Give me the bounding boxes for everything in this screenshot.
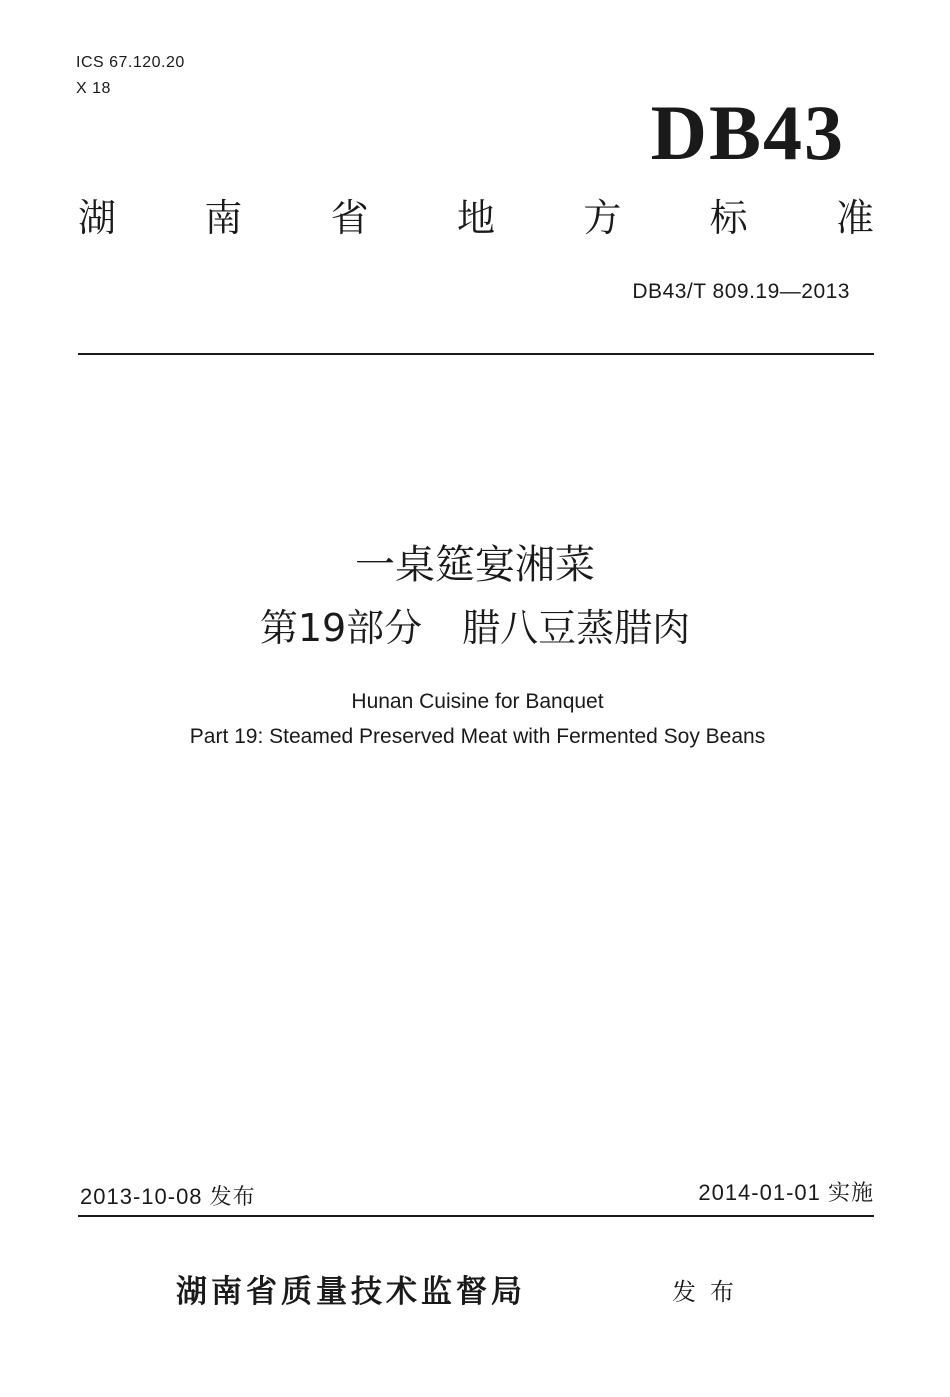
title-cn-part — [0, 603, 950, 653]
standard-type-char: 湖 — [78, 196, 117, 240]
title-cn-main: 一桌筵宴湘菜 — [355, 542, 595, 588]
title-cn-part-number: 第19部分 — [259, 606, 423, 650]
bottom-divider — [78, 1215, 874, 1217]
classification-code: X 18 — [76, 80, 111, 97]
standard-type-char: 方 — [583, 196, 622, 240]
standard-type-char: 省 — [330, 196, 369, 240]
issue-date: 2013-10-08 发布 — [80, 1184, 256, 1209]
standard-type-char: 标 — [709, 196, 748, 240]
ics-code: ICS 67.120.20 — [76, 54, 185, 71]
standard-type — [78, 192, 874, 244]
title-en-part: Part 19: Steamed Preserved Meat with Fermented Soy Beans — [189, 725, 766, 748]
db-code: DB43 — [650, 89, 845, 176]
standard-type-char: 地 — [456, 196, 495, 240]
title-cn-part-name: 腊八豆蒸腊肉 — [462, 606, 691, 650]
title-en-main: Hunan Cuisine for Banquet — [351, 690, 604, 713]
issuer-suffix: 发布 — [672, 1278, 748, 1306]
standard-type-char: 准 — [835, 196, 874, 240]
issuer-name: 湖南省质量技术监督局 — [176, 1274, 526, 1310]
standard-number: DB43/T 809.19—2013 — [632, 280, 850, 303]
implementation-date: 2014-01-01 实施 — [698, 1180, 874, 1205]
standard-type-char: 南 — [204, 196, 243, 240]
top-divider — [78, 353, 874, 355]
